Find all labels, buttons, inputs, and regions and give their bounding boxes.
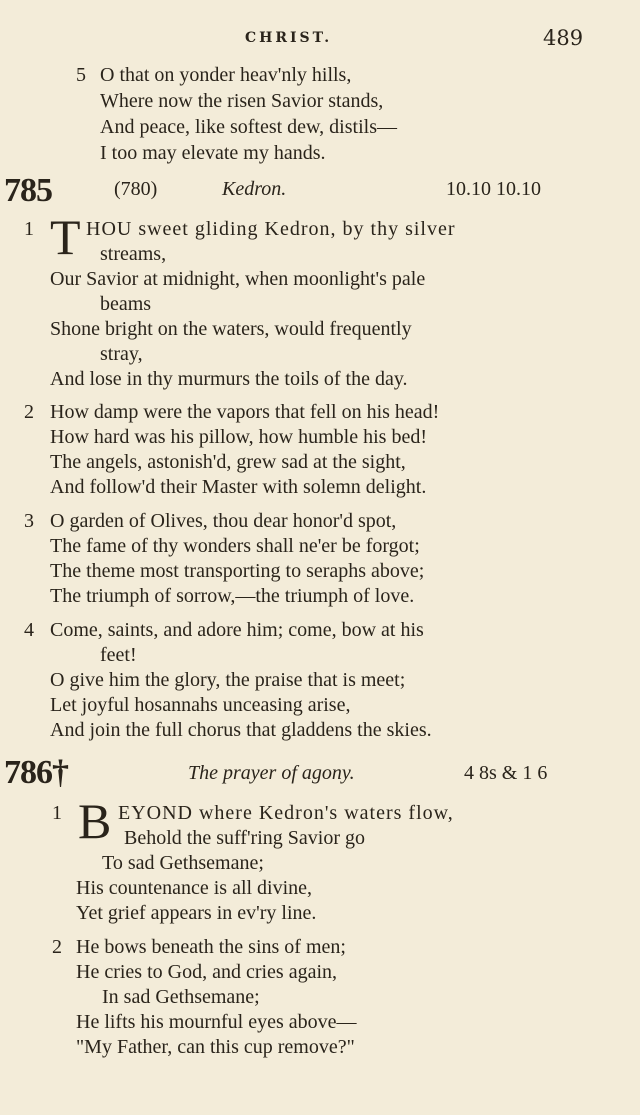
hymn-number: 785 <box>4 172 52 209</box>
verse-line: He bows beneath the sins of men; <box>76 936 346 958</box>
verse-line: streams, <box>100 243 167 265</box>
drop-cap: T <box>50 209 81 265</box>
verse-line: EYOND where Kedron's waters flow, <box>118 802 454 824</box>
hymn-785-heading <box>0 172 640 208</box>
verse-line: He lifts his mournful eyes above— <box>76 1011 357 1033</box>
verse-number: 2 <box>52 936 62 958</box>
verse-number: 2 <box>24 401 34 423</box>
page-header <box>0 28 640 52</box>
drop-cap: B <box>78 793 112 849</box>
meter: 10.10 10.10 <box>446 178 541 200</box>
verse-line: Where now the risen Savior stands, <box>100 90 384 112</box>
verse-number: 1 <box>24 218 34 240</box>
verse-line: Come, saints, and adore him; come, bow at his <box>50 619 424 641</box>
verse-line: O give him the glory, the praise that is meet; <box>50 669 406 691</box>
verse-line: In sad Gethsemane; <box>102 986 260 1008</box>
verse-line: HOU sweet gliding Kedron, by thy silver <box>86 218 456 240</box>
verse-line: To sad Gethsemane; <box>102 852 264 874</box>
verse-line: O garden of Olives, thou dear honor'd spot, <box>50 510 397 532</box>
hymn-original-number: (780) <box>114 178 158 200</box>
verse-line: How damp were the vapors that fell on his head! <box>50 401 440 423</box>
verse-line: I too may elevate my hands. <box>100 142 326 164</box>
verse-line: stray, <box>100 343 143 365</box>
verse-line: Shone bright on the waters, would frequently <box>50 318 412 340</box>
verse-number: 4 <box>24 619 34 641</box>
running-title: CHRIST. <box>245 30 333 46</box>
verse-line: "My Father, can this cup remove?" <box>76 1036 355 1058</box>
meter: 4 8s & 1 6 <box>464 762 548 784</box>
verse-line: O that on yonder heav'nly hills, <box>100 64 352 86</box>
verse-line: Yet grief appears in ev'ry line. <box>76 902 317 924</box>
tune-name: The prayer of agony. <box>188 762 355 784</box>
hymn-786-heading <box>0 754 640 790</box>
verse-line: How hard was his pillow, how humble his bed! <box>50 426 427 448</box>
verse-line: And join the full chorus that gladdens the skies. <box>50 719 432 741</box>
verse-line: The angels, astonish'd, grew sad at the sight, <box>50 451 406 473</box>
page-number: 489 <box>543 26 584 50</box>
verse-line: His countenance is all divine, <box>76 877 313 899</box>
verse-line: He cries to God, and cries again, <box>76 961 338 983</box>
verse-number: 1 <box>52 802 62 824</box>
verse-line: The theme most transporting to seraphs above; <box>50 560 425 582</box>
verse-line: Let joyful hosannahs unceasing arise, <box>50 694 351 716</box>
verse-line: And follow'd their Master with solemn delight. <box>50 476 427 498</box>
verse-line: The triumph of sorrow,—the triumph of love. <box>50 585 415 607</box>
verse-line: The fame of thy wonders shall ne'er be forgot; <box>50 535 420 557</box>
verse-line: Our Savior at midnight, when moonlight's pale <box>50 268 426 290</box>
verse-line: And peace, like softest dew, distils— <box>100 116 397 138</box>
verse-line: beams <box>100 293 152 315</box>
verse-number: 5 <box>76 64 86 86</box>
verse-line: feet! <box>100 644 137 666</box>
hymn-number: 786† <box>4 754 68 791</box>
verse-line: Behold the suff'ring Savior go <box>124 827 365 849</box>
tune-name: Kedron. <box>222 178 287 200</box>
verse-number: 3 <box>24 510 34 532</box>
verse-line: And lose in thy murmurs the toils of the day. <box>50 368 408 390</box>
